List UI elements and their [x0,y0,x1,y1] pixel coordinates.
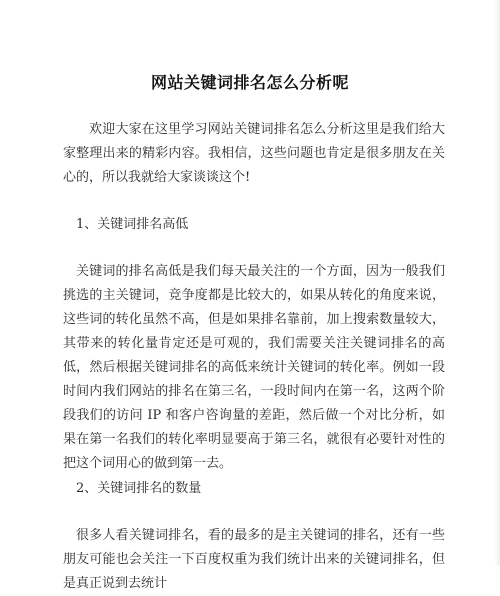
section-heading-1: 1、关键词排名高低 [76,217,189,232]
document-title: 网站关键词排名怎么分析呢 [150,73,349,92]
intro-paragraph: 欢迎大家在这里学习网站关键词排名怎么分析这里是我们给大家整理出来的精彩内容。我相信，这些问题也肯定是很多朋友在关心的，所以我就给大家谈谈这个! [63,122,445,185]
section-heading-2: 2、关键词排名的数量 [76,481,202,496]
section-1-paragraph: 关键词的排名高低是我们每天最关注的一个方面，因为一般我们挑选的主关键词，竞争度都是比较大的，如果从转化的角度来说，这些词的转化虽然不高，但是如果排名靠前，加上搜索数量较大，其带来的转化量肯定还是可观的，我们需要关注关键词排名的高低，然后根据关键词排名的高低来统计关键词的转化率。例如一段时间内我们网站的排名在第三名，一段时间内在第一名，这两个阶段我们的访问 IP 和客户咨询量的差距，然后做一个对比分析，如果在第一名我们的转化率明显要高于第三名，就很有必要针对性的把这个词用心的做到第一去。 [63,264,445,471]
section-2-paragraph: 很多人看关键词排名，看的最多的是主关键词的排名，还有一些朋友可能也会关注一下百度权重为我们统计出来的关键词排名，但是真正说到去统计 [63,528,445,591]
